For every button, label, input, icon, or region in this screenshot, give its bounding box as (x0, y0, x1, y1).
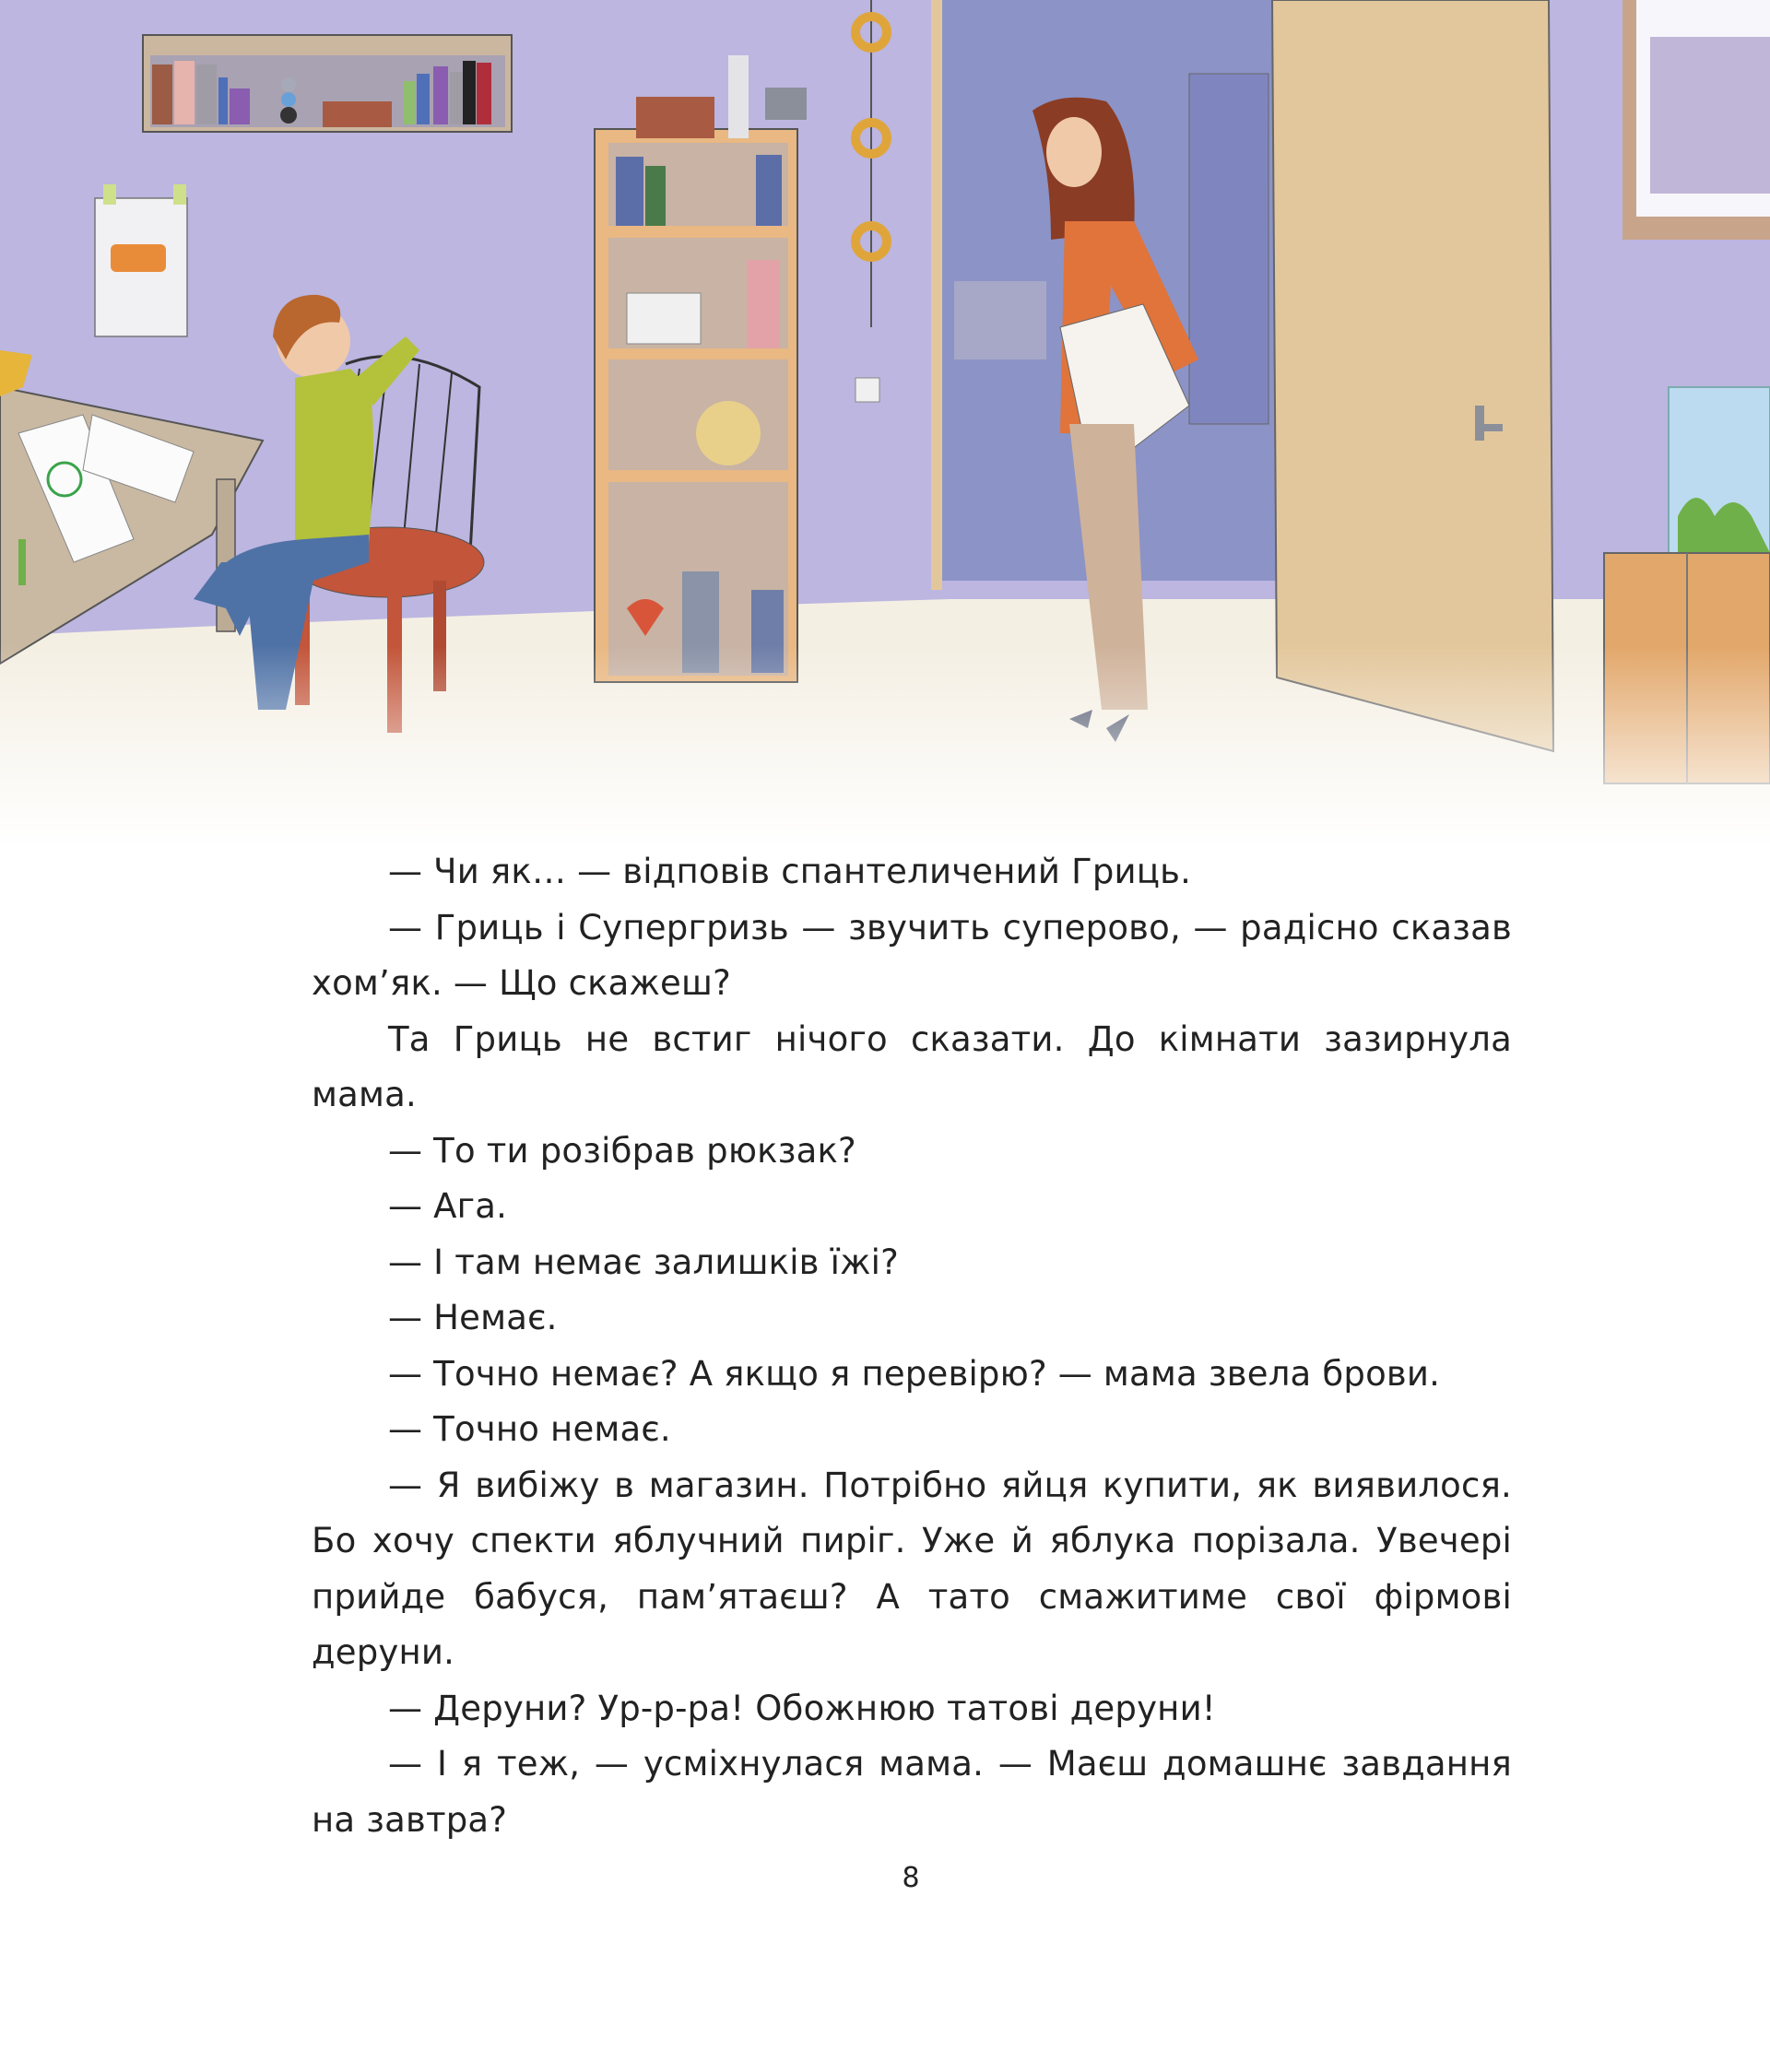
light-switch (856, 378, 879, 402)
car-drawing-icon (95, 184, 187, 336)
paragraph: — І я теж, — усміхнулася мама. — Маєш домашнє завдання на завтра? (312, 1744, 1512, 1840)
paragraph: — І там немає залишків їжі? (388, 1242, 899, 1282)
paragraph: — Я вибіжу в магазин. Потрібно яйця купити, як виявилося. Бо хочу спекти яблучний пиріг. Уже й яблука порізала. Увечері прийде бабуся, пам’ятаєш? А тато смажитиме свої фірмові деруни. (312, 1465, 1512, 1672)
story-text (312, 844, 1512, 1848)
paragraph: — Немає. (388, 1298, 558, 1337)
paragraph: — Ага. (388, 1186, 508, 1226)
paragraph: — Точно немає? А якщо я перевірю? — мама звела брови. (388, 1353, 1441, 1394)
paragraph: — Точно немає. (388, 1409, 671, 1449)
door-icon (1272, 0, 1553, 751)
aquarium-icon (1669, 387, 1770, 562)
wall-shelf-icon (143, 35, 512, 132)
picture-frame-icon (1622, 0, 1770, 240)
paragraph: — Гриць і Супергризь — звучить суперово, — радісно сказав хом’як. — Що скажеш? (312, 907, 1512, 1003)
bookcase-icon (595, 55, 807, 682)
paragraph: — То ти розібрав рюкзак? (388, 1130, 856, 1171)
illustration (0, 0, 1770, 848)
page-number: 8 (902, 1862, 920, 1894)
paragraph: Та Гриць не встиг нічого сказати. До кімнати зазирнула мама. (312, 1018, 1512, 1114)
paragraph: — Деруни? Ур-р-ра! Обожнюю татові деруни! (388, 1688, 1216, 1728)
paragraph: — Чи як… — відповів спантеличений Гриць. (388, 852, 1192, 891)
